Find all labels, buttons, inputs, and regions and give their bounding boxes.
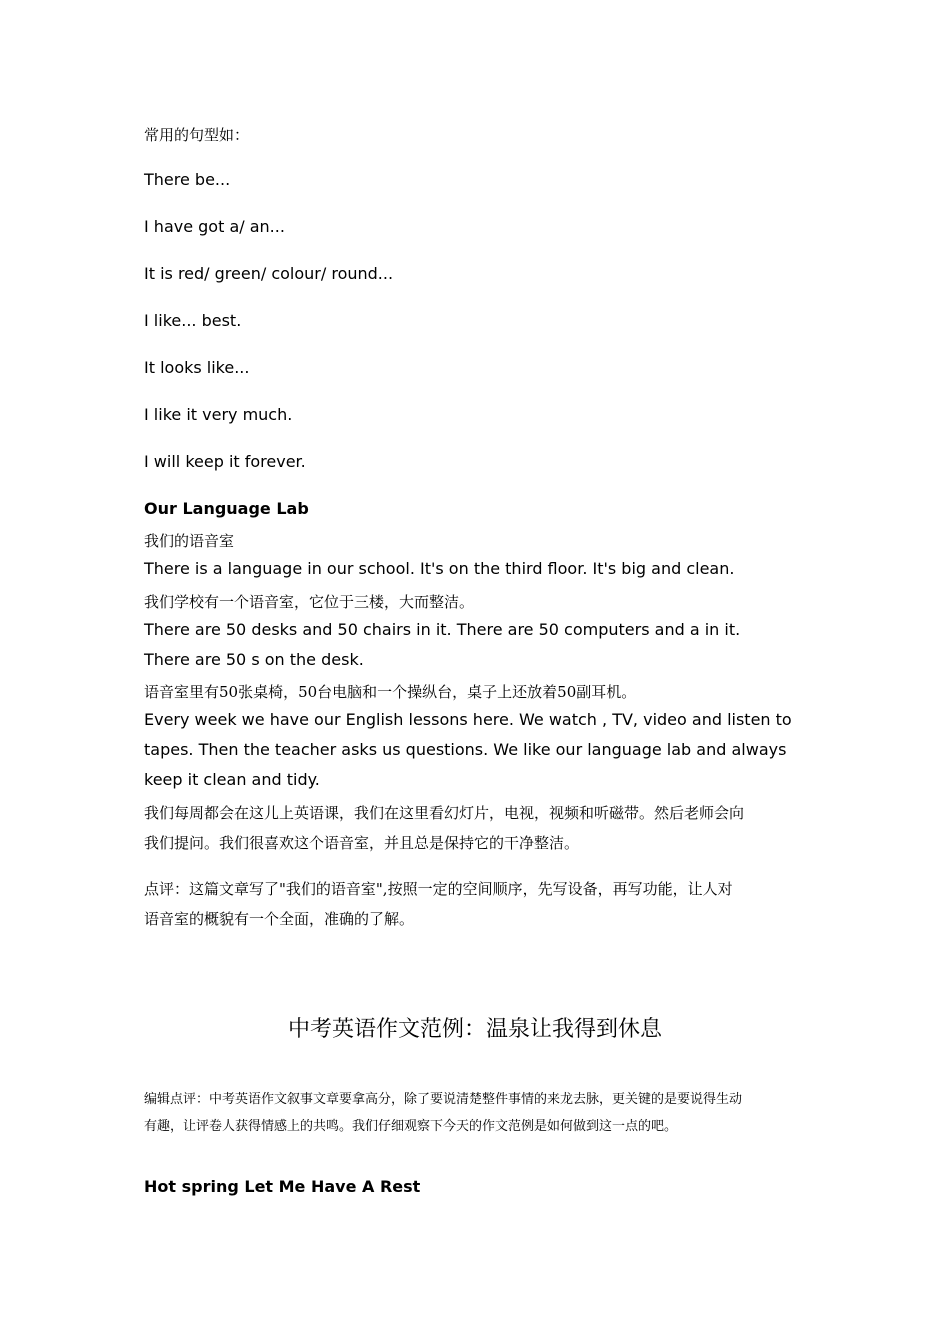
pattern-line: I like it very much.: [144, 405, 293, 424]
essay-line: tapes. Then the teacher asks us questions. We like our language lab and always: [144, 740, 787, 759]
section-title: 中考英语作文范例：温泉让我得到休息: [287, 1017, 662, 1042]
pattern-line: I will keep it forever.: [144, 452, 306, 471]
essay-line: Every week we have our English lessons here. We watch , TV, video and listen to: [144, 710, 792, 729]
pattern-line: It looks like...: [144, 358, 250, 377]
essay-line-cn: 语音室里有50张桌椅，50台电脑和一个操纵台，桌子上还放着50副耳机。: [144, 683, 637, 701]
comment-line: 点评：这篇文章写了"我们的语音室",按照一定的空间顺序，先写设备，再写功能，让人对: [144, 880, 733, 898]
comment-line: 语音室的概貌有一个全面，准确的了解。: [144, 910, 415, 928]
pattern-line: It is red/ green/ colour/ round...: [144, 264, 394, 283]
essay-line: keep it clean and tidy.: [144, 770, 320, 789]
pattern-line: I like... best.: [144, 311, 242, 330]
pattern-line: There be...: [144, 170, 231, 189]
editor-note-line: 编辑点评：中考英语作文叙事文章要拿高分，除了要说清楚整件事情的来龙去脉，更关键的是要说得生动: [144, 1092, 743, 1107]
essay-line: There are 50 desks and 50 chairs in it. There are 50 computers and a in it.: [144, 620, 741, 639]
intro-heading: 常用的句型如：: [144, 126, 250, 144]
essay-line-cn: 我们每周都会在这儿上英语课，我们在这里看幻灯片，电视，视频和听磁带。然后老师会向: [144, 804, 745, 822]
essay-line-cn: 我们提问。我们很喜欢这个语音室，并且总是保持它的干净整洁。: [144, 834, 580, 852]
essay-line: There is a language in our school. It's on the third floor. It's big and clean.: [144, 559, 735, 578]
essay-title: Our Language Lab: [144, 499, 309, 518]
editor-note-line: 有趣，让评卷人获得情感上的共鸣。我们仔细观察下今天的作文范例是如何做到这一点的吧。: [144, 1119, 678, 1134]
essay2-title: Hot spring Let Me Have A Rest: [144, 1177, 421, 1196]
essay-line-cn: 我们学校有一个语音室，它位于三楼，大而整洁。: [144, 593, 475, 611]
essay-line: There are 50 s on the desk.: [144, 650, 364, 669]
essay-title-cn: 我们的语音室: [144, 532, 235, 550]
pattern-line: I have got a/ an...: [144, 217, 285, 236]
